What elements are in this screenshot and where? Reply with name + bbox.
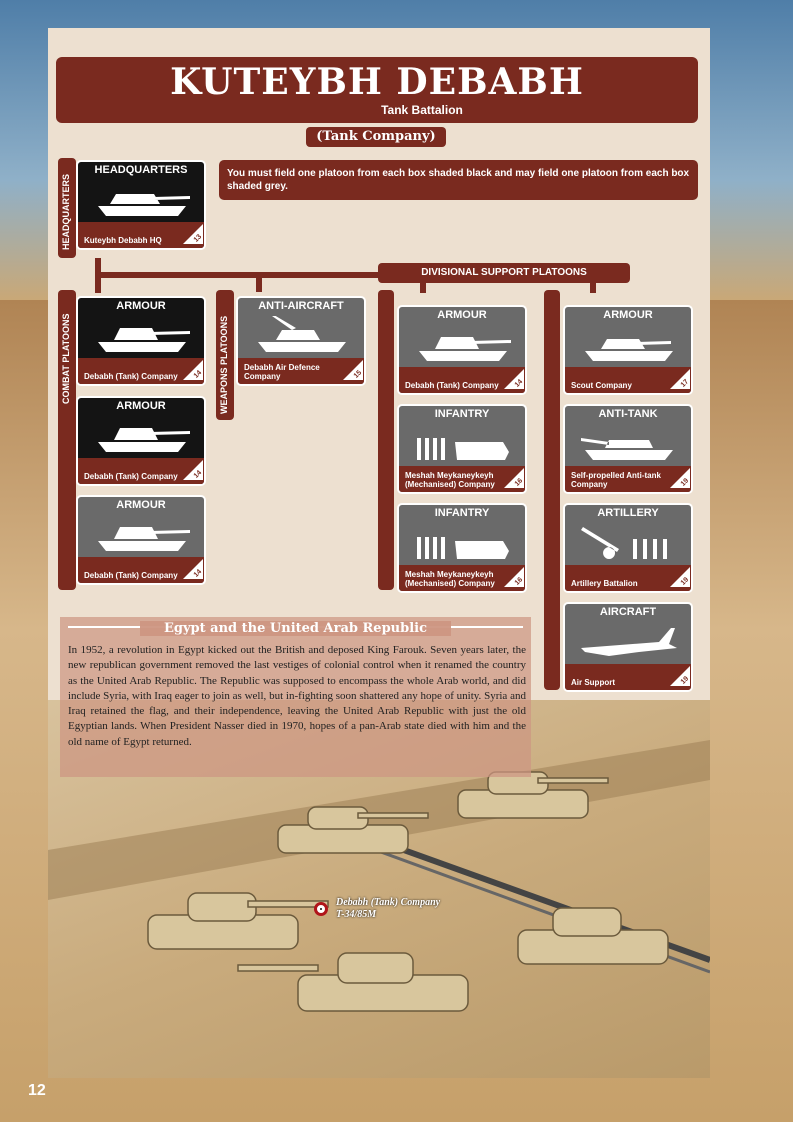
divisional-sidebar-1: [378, 290, 394, 590]
card-type: ARMOUR: [116, 300, 166, 312]
weapons-platoons-label: WEAPONS PLATOONS: [219, 315, 229, 414]
history-title: Egypt and the United Arab Republic: [140, 621, 451, 636]
combat-card-1[interactable]: [76, 296, 206, 386]
egypt-roundel-icon: [314, 902, 328, 916]
card-name: Debabh (Tank) Company: [84, 372, 178, 381]
divisional-support-label: DIVISIONAL SUPPORT PLATOONS: [378, 263, 630, 283]
divisional-card-1[interactable]: [397, 305, 527, 395]
jet-aircraft-silhouette-icon: [579, 622, 679, 660]
combat-card-3[interactable]: [76, 495, 206, 585]
card-page: 16: [513, 576, 525, 587]
card-page: 19: [679, 576, 691, 587]
card-type: ARTILLERY: [597, 507, 659, 519]
card-page: 15: [352, 369, 364, 380]
title-banner: [56, 57, 698, 123]
card-name: Self-propelled Anti-tank Company: [571, 471, 661, 489]
divisional-sidebar-2: [544, 290, 560, 690]
card-page: 19: [679, 477, 691, 488]
anti-aircraft-silhouette-icon: [252, 316, 352, 354]
card-name: Debabh (Tank) Company: [84, 472, 178, 481]
page-number: 12: [28, 1082, 46, 1099]
card-type: INFANTRY: [434, 507, 490, 519]
tank-destroyer-silhouette-icon: [579, 424, 679, 462]
card-name: Debabh (Tank) Company: [84, 571, 178, 580]
history-body: In 1952, a revolution in Egypt kicked out the British and deposed King Farouk. Seven years later, the new republican government removed the last vestiges of colonial control when it renamed the country as the United Arab Republic. The Republic was supposed to encompass the whole Arab world, and did include Syria, with Iraq eager to join as well, but in-fighting soon shattered any hope of unity. Syria and Iraq retained the flag, and their independence, leaving the United Arab Republic with just the old Egyptian lands. When President Nasser died in 1970, hopes of a pan-Arab state died with him and the old name of Egypt returned.: [68, 644, 526, 748]
card-page: 16: [513, 477, 525, 488]
page-title: KUTEYBH DEBABH: [170, 61, 584, 103]
card-type: ANTI-TANK: [598, 408, 658, 420]
tank-silhouette-icon: [579, 325, 679, 363]
card-type: ARMOUR: [437, 309, 487, 321]
hq-card[interactable]: [76, 160, 206, 250]
card-type: AIRCRAFT: [599, 606, 657, 618]
history-box: [60, 617, 531, 777]
card-type: ARMOUR: [603, 309, 653, 321]
photo-caption: [336, 897, 440, 921]
headquarters-label: HEADQUARTERS: [61, 173, 71, 250]
infantry-silhouette-icon: [413, 424, 513, 462]
artillery-silhouette-icon: [579, 523, 679, 561]
tank-silhouette-icon: [92, 515, 192, 553]
card-page: 19: [679, 675, 691, 686]
tree-connector: [256, 272, 262, 292]
card-type: ANTI-AIRCRAFT: [258, 300, 344, 312]
card-type: ARMOUR: [116, 499, 166, 511]
divisional-card-3[interactable]: [397, 503, 527, 593]
card-name: Artillery Battalion: [571, 579, 638, 588]
card-name: Scout Company: [571, 381, 632, 390]
card-page: 14: [192, 568, 204, 579]
tank-silhouette-icon: [92, 180, 192, 218]
tank-silhouette-icon: [413, 325, 513, 363]
tank-silhouette-icon: [92, 316, 192, 354]
caption-model: T-34/85M: [336, 909, 377, 920]
card-name: Debabh (Tank) Company: [405, 381, 499, 390]
card-type: HEADQUARTERS: [94, 164, 188, 176]
card-name: Air Support: [571, 678, 615, 687]
combat-card-2[interactable]: [76, 396, 206, 486]
card-page: 14: [513, 378, 525, 389]
caption-unit: Debabh (Tank) Company: [336, 897, 441, 908]
card-page: 13: [192, 233, 204, 244]
card-name: Meshah Meykaneykeyh (Mechanised) Company: [405, 471, 495, 489]
card-name: Kuteybh Debabh HQ: [84, 236, 162, 245]
infantry-silhouette-icon: [413, 523, 513, 561]
card-page: 14: [192, 369, 204, 380]
card-name: Debabh Air Defence Company: [244, 363, 320, 381]
card-type: ARMOUR: [116, 400, 166, 412]
divisional-card-5[interactable]: [563, 404, 693, 494]
card-name: Meshah Meykaneykeyh (Mechanised) Company: [405, 570, 495, 588]
combat-platoons-label: COMBAT PLATOONS: [61, 313, 71, 404]
card-page: 17: [679, 378, 691, 389]
divisional-card-4[interactable]: [563, 305, 693, 395]
instructions-box: You must field one platoon from each box shaded black and may field one platoon from each box shaded grey.: [219, 160, 698, 200]
card-page: 14: [192, 469, 204, 480]
card-type: INFANTRY: [434, 408, 490, 420]
page-subtitle: Tank Battalion: [381, 103, 463, 117]
formation-label: (Tank Company): [306, 127, 446, 147]
tank-silhouette-icon: [92, 416, 192, 454]
weapons-card-1[interactable]: [236, 296, 366, 386]
tree-connector: [95, 272, 385, 278]
divisional-card-7[interactable]: [563, 602, 693, 692]
divisional-card-2[interactable]: [397, 404, 527, 494]
tree-connector: [590, 283, 596, 293]
tree-connector: [420, 283, 426, 293]
divisional-card-6[interactable]: [563, 503, 693, 593]
